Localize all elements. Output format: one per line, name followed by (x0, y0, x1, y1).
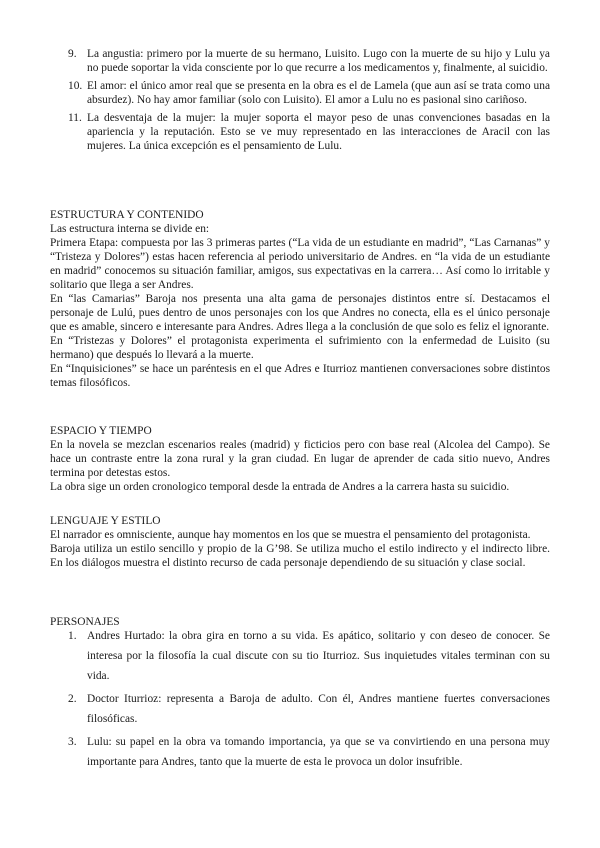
characters-list (50, 626, 550, 775)
section-heading-estructura: ESTRUCTURA Y CONTENIDO (50, 209, 204, 221)
paragraph: El narrador es omnisciente, aunque hay momentos en los que se muestra el pensamiento del protagonista. (50, 529, 531, 541)
paragraph: En “las Camarias” Baroja nos presenta una alta gama de personajes distintos entre sí. Destacamos el personaje de Lulú, pues dentro de unos personajes con los que Andres no conecta, ella es el único personaje que es amable, sincero e interesante para Andres. Adres llega a la conclusión de que solo es feliz el ignorante. (50, 293, 550, 333)
section-espacio (50, 438, 550, 494)
list-number: 11. (68, 112, 82, 124)
list-text: Doctor Iturrioz: representa a Baroja de adulto. Con él, Andres mantiene fuertes conversaciones filosóficas. (87, 693, 550, 725)
paragraph: En “Inquisiciones” se hace un paréntesis en el que Adres e Iturrioz mantienen conversaciones sobre distintos temas filosóficos. (50, 363, 550, 389)
section-heading-personajes: PERSONAJES (50, 616, 120, 628)
paragraph: En la novela se mezclan escenarios reales (madrid) y ficticios pero con base real (Alcolea del Campo). Se hace un contraste entre la zona rural y la gran ciudad. En lugar de aprender de cada sitio nuevo, Andres termina por detestas estos. (50, 439, 550, 479)
section-lenguaje (50, 528, 550, 570)
list-number: 10. (68, 80, 83, 92)
list-text: El amor: el único amor real que se presenta en la obra es el de Lamela (que aun así se trata como una absurdez). No hay amor familiar (solo con Luisito). El amor a Lulu no es pasional sino cariñoso. (87, 80, 550, 106)
section-heading-lenguaje: LENGUAJE Y ESTILO (50, 515, 161, 527)
list-item (50, 689, 550, 729)
list-item (50, 79, 550, 107)
list-item (50, 732, 550, 772)
paragraph: Las estructura interna se divide en: (50, 223, 210, 235)
themes-list (50, 47, 550, 153)
section-estructura (50, 222, 550, 390)
list-text: Lulu: su papel en la obra va tomando importancia, ya que se va convirtiendo en una persona muy importante para Andres, tanto que la muerte de esta le provoca un dolor insufrible. (87, 736, 550, 768)
list-text: Andres Hurtado: la obra gira en torno a su vida. Es apático, solitario y con deseo de conocer. Se interesa por la filosofía la cual discute con su tio Iturrioz. Sus inquietudes vitales terminan con su vida. (87, 630, 550, 682)
paragraph: Primera Etapa: compuesta por las 3 primeras partes (“La vida de un estudiante en madrid”, “Las Carnanas” y “Tristeza y Dolores”) estas hacen referencia al periodo universitario de Andres. en “la vida de un estudiante en madrid” conocemos su situación familiar, amigos, sus expectativas en la carrera… Así como lo irritable y solitario que llega a ser Andres. (50, 237, 550, 291)
list-item (50, 626, 550, 686)
paragraph: La obra sige un orden cronologico temporal desde la entrada de Andres a la carrera hasta su suicidio. (50, 481, 510, 493)
paragraph: En “Tristezas y Dolores” el protagonista experimenta el sufrimiento con la enfermedad de Luisito (su hermano) que después lo llevará a la muerte. (50, 335, 550, 361)
list-number: 1. (68, 630, 77, 642)
section-heading-espacio: ESPACIO Y TIEMPO (50, 425, 152, 437)
list-number: 2. (68, 693, 77, 705)
list-text: La angustia: primero por la muerte de su hermano, Luisito. Lugo con la muerte de su hijo y Lulu ya no puede soportar la vida consciente por lo que recurre a los medicamentos y, finalmente, al suicidio. (87, 48, 550, 74)
list-number: 9. (68, 48, 77, 60)
paragraph: Baroja utiliza un estilo sencillo y propio de la G’98. Se utiliza mucho el estilo indirecto y el indirecto libre. En los diálogos muestra el distinto recurso de cada personaje dependiendo de su situación y clase social. (50, 543, 550, 569)
list-item (50, 47, 550, 75)
list-number: 3. (68, 736, 77, 748)
list-text: La desventaja de la mujer: la mujer soporta el mayor peso de unas convenciones basadas en la apariencia y la reputación. Esto se ve muy representado en las interacciones de Aracil con las mujeres. La única excepción es el pensamiento de Lulu. (87, 112, 550, 152)
list-item (50, 111, 550, 153)
